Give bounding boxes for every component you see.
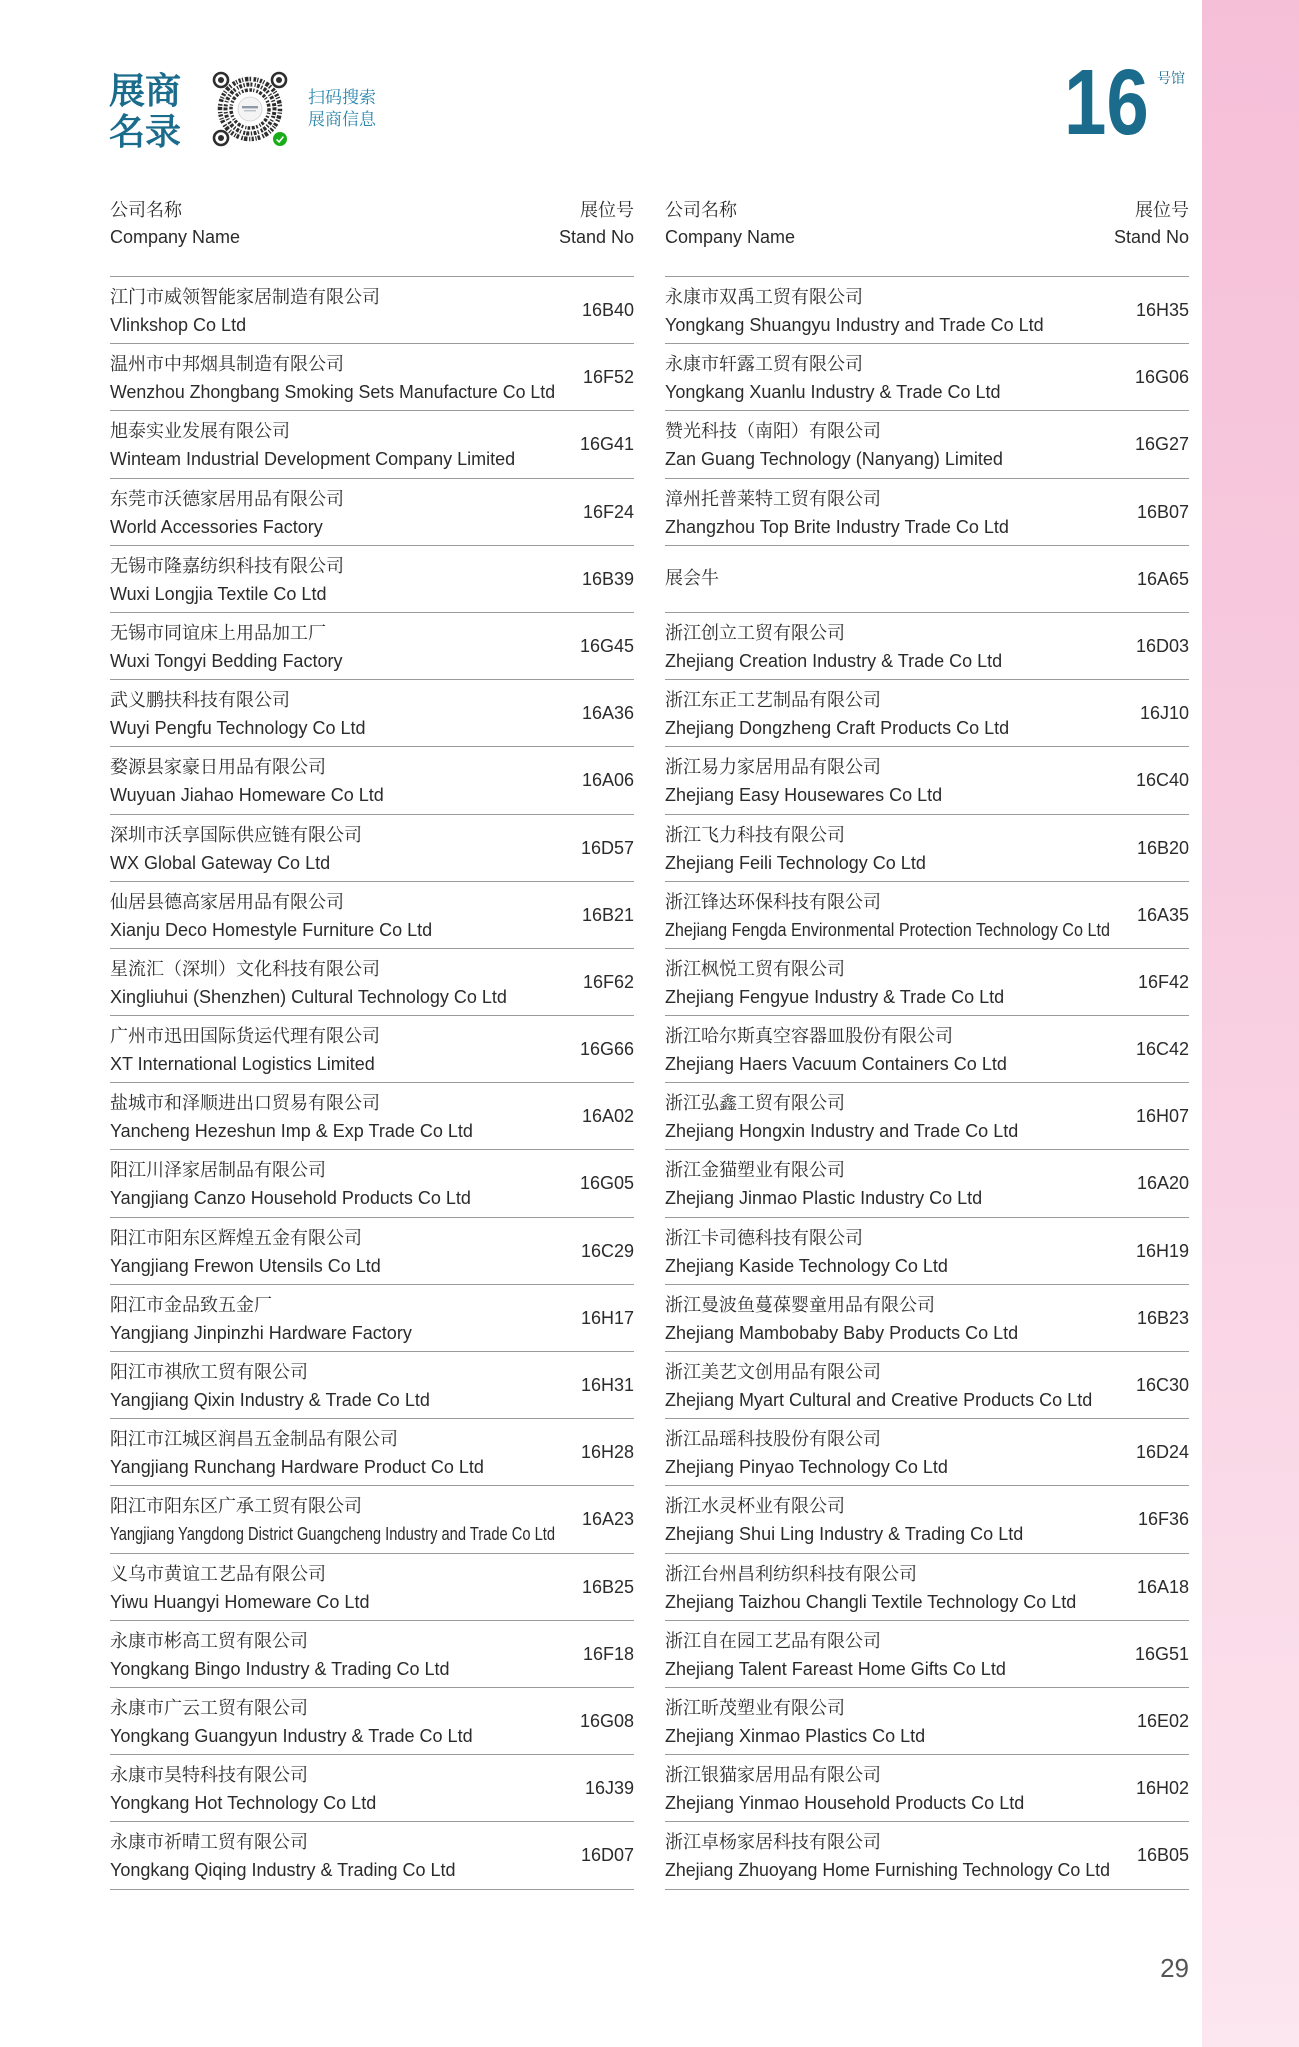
stand-number: 16F62 bbox=[582, 971, 634, 992]
exhibitor-row bbox=[665, 1419, 1189, 1486]
company-name-cn: 广州市迅田国际货运代理有限公司 bbox=[110, 1026, 380, 1048]
wechat-badge-icon bbox=[273, 132, 287, 146]
company-name-en: Xingliuhui (Shenzhen) Cultural Technology Co Ltd bbox=[110, 986, 507, 1007]
exhibitor-row bbox=[665, 949, 1189, 1016]
exhibitor-column-left bbox=[110, 196, 634, 1890]
company-name-cn: 仙居县德高家居用品有限公司 bbox=[110, 891, 344, 913]
exhibitor-row bbox=[110, 1621, 634, 1688]
exhibitor-row bbox=[665, 344, 1189, 411]
company-name-en: Yongkang Hot Technology Co Ltd bbox=[110, 1793, 377, 1814]
company-name-cn: 展会牛 bbox=[665, 567, 719, 589]
qr-finder-bottom-left-dot bbox=[218, 135, 224, 141]
page-title-line-2: 名录 bbox=[109, 112, 182, 153]
company-name-cn: 阳江市江城区润昌五金制品有限公司 bbox=[110, 1429, 398, 1451]
hall-suffix-label: 号馆 bbox=[1157, 71, 1185, 87]
company-name-cn: 义乌市黄谊工艺品有限公司 bbox=[110, 1563, 326, 1585]
company-name-en: Yiwu Huangyi Homeware Co Ltd bbox=[110, 1591, 370, 1612]
company-name-cn: 无锡市隆嘉纺织科技有限公司 bbox=[110, 555, 344, 577]
exhibitor-list bbox=[110, 277, 634, 1890]
company-name-en: Zhejiang Xinmao Plastics Co Ltd bbox=[665, 1725, 926, 1746]
company-name-en: Yangjiang Canzo Household Products Co Ltd bbox=[110, 1188, 471, 1209]
column-header bbox=[665, 196, 1189, 277]
company-name-cn: 武义鹏扶科技有限公司 bbox=[110, 690, 290, 712]
stand-number: 16H35 bbox=[1135, 300, 1189, 320]
company-name-header-en: Company Name bbox=[110, 227, 241, 247]
company-name-en: Zhejiang Dongzheng Craft Products Co Ltd bbox=[665, 718, 1010, 739]
exhibitor-row bbox=[665, 1755, 1189, 1822]
exhibitor-row bbox=[665, 479, 1189, 546]
scan-hint-line-2: 展商信息 bbox=[308, 110, 376, 130]
exhibitor-row bbox=[665, 1486, 1189, 1553]
stand-number: 16J10 bbox=[1139, 703, 1189, 724]
company-name-cn: 盐城市和泽顺进出口贸易有限公司 bbox=[110, 1093, 380, 1115]
company-name-cn: 阳江市祺欣工贸有限公司 bbox=[110, 1362, 308, 1383]
exhibitor-row bbox=[110, 1016, 634, 1083]
exhibitor-row bbox=[110, 882, 634, 949]
company-name-en: Yongkang Guangyun Industry & Trade Co Ltd bbox=[110, 1725, 473, 1746]
company-name-en: Wuyi Pengfu Technology Co Ltd bbox=[110, 718, 366, 739]
stand-number: 16H31 bbox=[580, 1375, 634, 1395]
stand-number: 16G27 bbox=[1134, 434, 1189, 455]
exhibitor-row bbox=[110, 411, 634, 478]
stand-number: 16B25 bbox=[581, 1576, 634, 1597]
stand-no-header-en: Stand No bbox=[558, 227, 634, 247]
company-name-cn: 浙江卡司德科技有限公司 bbox=[665, 1227, 863, 1249]
company-name-cn: 浙江美艺文创用品有限公司 bbox=[665, 1362, 881, 1383]
company-name-en: Yangjiang Jinpinzhi Hardware Factory bbox=[110, 1322, 412, 1343]
company-name-en: Yangjiang Yangdong District Guangcheng Industry and Trade Co Ltd bbox=[110, 1524, 556, 1545]
stand-number: 16D24 bbox=[1135, 1442, 1189, 1463]
exhibitor-row bbox=[665, 1621, 1189, 1688]
stand-number: 16C30 bbox=[1135, 1375, 1189, 1395]
stand-number: 16A35 bbox=[1136, 904, 1189, 925]
exhibitor-row bbox=[665, 882, 1189, 949]
company-name-cn: 浙江曼波鱼蔓葆婴童用品有限公司 bbox=[665, 1294, 935, 1316]
exhibitor-row bbox=[110, 1554, 634, 1621]
company-name-cn: 浙江台州昌利纺织科技有限公司 bbox=[665, 1563, 917, 1585]
exhibitor-row bbox=[665, 277, 1189, 344]
company-name-cn: 阳江川泽家居制品有限公司 bbox=[110, 1160, 326, 1182]
company-name-cn: 漳州托普莱特工贸有限公司 bbox=[665, 488, 881, 510]
company-name-en: WX Global Gateway Co Ltd bbox=[110, 852, 331, 873]
exhibitor-row bbox=[110, 1285, 634, 1352]
stand-number: 16G45 bbox=[579, 635, 634, 656]
stand-number: 16F24 bbox=[582, 501, 634, 522]
stand-number: 16J39 bbox=[584, 1778, 634, 1799]
stand-number: 16H07 bbox=[1135, 1106, 1189, 1127]
company-name-cn: 浙江飞力科技有限公司 bbox=[665, 824, 845, 846]
company-name-cn: 温州市中邦烟具制造有限公司 bbox=[110, 354, 344, 376]
company-name-en: XT International Logistics Limited bbox=[110, 1054, 375, 1075]
exhibitor-row bbox=[665, 1554, 1189, 1621]
stand-number: 16G06 bbox=[1134, 367, 1189, 388]
company-name-cn: 东莞市沃德家居用品有限公司 bbox=[110, 488, 344, 510]
company-name-en: Zhejiang Fengyue Industry & Trade Co Ltd bbox=[665, 986, 1005, 1007]
exhibitor-row bbox=[665, 747, 1189, 814]
company-name-en: Yangjiang Qixin Industry & Trade Co Ltd bbox=[110, 1390, 430, 1410]
company-name-en: Zhejiang Shui Ling Industry & Trading Co Ltd bbox=[665, 1524, 1024, 1545]
company-name-en: Zhejiang Fengda Environmental Protection Technology Co Ltd bbox=[665, 919, 1110, 940]
exhibitor-row bbox=[110, 815, 634, 882]
company-name-en: World Accessories Factory bbox=[110, 516, 323, 537]
mini-program-qr-code-icon bbox=[209, 68, 291, 150]
company-name-en: Vlinkshop Co Ltd bbox=[110, 315, 247, 335]
company-name-en: Yongkang Bingo Industry & Trading Co Ltd bbox=[110, 1658, 450, 1679]
exhibitor-row bbox=[110, 613, 634, 680]
stand-number: 16F36 bbox=[1137, 1509, 1189, 1530]
company-name-cn: 婺源县家豪日用品有限公司 bbox=[110, 757, 326, 779]
exhibitor-row bbox=[665, 411, 1189, 478]
company-name-cn: 浙江易力家居用品有限公司 bbox=[665, 757, 881, 779]
stand-number: 16B20 bbox=[1136, 837, 1189, 858]
exhibitor-row bbox=[110, 277, 634, 344]
stand-number: 16B40 bbox=[581, 300, 634, 320]
company-name-en: Zhejiang Easy Housewares Co Ltd bbox=[665, 785, 943, 806]
company-name-en: Yongkang Shuangyu Industry and Trade Co Ltd bbox=[665, 315, 1044, 335]
exhibitor-row bbox=[110, 747, 634, 814]
company-name-en: Zhejiang Talent Fareast Home Gifts Co Ltd bbox=[665, 1658, 1006, 1679]
stand-number: 16D07 bbox=[580, 1845, 634, 1866]
stand-number: 16H19 bbox=[1135, 1240, 1189, 1261]
company-name-en: Yongkang Xuanlu Industry & Trade Co Ltd bbox=[665, 382, 1001, 403]
stand-number: 16B39 bbox=[581, 568, 634, 589]
company-name-cn: 浙江锋达环保科技有限公司 bbox=[665, 891, 881, 913]
stand-number: 16A23 bbox=[581, 1509, 634, 1530]
page-number: 29 bbox=[1160, 1953, 1189, 1983]
qr-center-logo bbox=[238, 97, 262, 121]
company-name-cn: 浙江弘鑫工贸有限公司 bbox=[665, 1093, 845, 1115]
company-name-en: Zhejiang Yinmao Household Products Co Ltd bbox=[665, 1793, 1025, 1814]
exhibitor-row bbox=[665, 680, 1189, 747]
exhibitor-row bbox=[110, 1755, 634, 1822]
company-name-en: Zhejiang Feili Technology Co Ltd bbox=[665, 852, 926, 873]
hall-number: 16 bbox=[1064, 50, 1149, 154]
company-name-en: Wuxi Tongyi Bedding Factory bbox=[110, 650, 343, 671]
exhibitor-column-right bbox=[665, 196, 1189, 1890]
stand-no-header-en: Stand No bbox=[1113, 227, 1189, 247]
exhibitor-row bbox=[110, 1083, 634, 1150]
company-name-en: Zan Guang Technology (Nanyang) Limited bbox=[665, 449, 1003, 470]
company-name-en: Zhejiang Mambobaby Baby Products Co Ltd bbox=[665, 1322, 1019, 1343]
stand-number: 16F42 bbox=[1137, 971, 1189, 992]
company-name-cn: 阳江市金品致五金厂 bbox=[110, 1294, 272, 1316]
scan-hint-line-1: 扫码搜索 bbox=[308, 88, 376, 108]
company-name-en: Yangjiang Runchang Hardware Product Co Ltd bbox=[110, 1457, 484, 1478]
stand-number: 16A36 bbox=[581, 703, 634, 724]
company-name-en: Zhejiang Hongxin Industry and Trade Co Ltd bbox=[665, 1121, 1019, 1142]
company-name-header-cn: 公司名称 bbox=[665, 200, 737, 221]
company-name-cn: 浙江创立工贸有限公司 bbox=[665, 622, 845, 644]
exhibitor-row bbox=[665, 1016, 1189, 1083]
exhibitor-row bbox=[110, 479, 634, 546]
column-header bbox=[110, 196, 634, 277]
company-name-cn: 浙江金猫塑业有限公司 bbox=[665, 1160, 845, 1182]
exhibitor-row bbox=[110, 344, 634, 411]
stand-number: 16E02 bbox=[1136, 1710, 1189, 1731]
stand-no-header-cn: 展位号 bbox=[580, 200, 634, 221]
company-name-en: Zhejiang Zhuoyang Home Furnishing Technology Co Ltd bbox=[665, 1860, 1111, 1881]
company-name-en: Zhejiang Haers Vacuum Containers Co Ltd bbox=[665, 1054, 1007, 1075]
exhibitor-row bbox=[665, 815, 1189, 882]
stand-number: 16C42 bbox=[1135, 1039, 1189, 1060]
company-name-en: Zhejiang Kaside Technology Co Ltd bbox=[665, 1255, 948, 1276]
company-name-cn: 永康市祈晴工贸有限公司 bbox=[110, 1832, 308, 1854]
exhibitor-row bbox=[665, 1218, 1189, 1285]
stand-number: 16D03 bbox=[1135, 635, 1189, 656]
scan-hint bbox=[308, 87, 376, 131]
stand-number: 16F18 bbox=[582, 1643, 634, 1664]
company-name-en: Zhejiang Taizhou Changli Textile Technology Co Ltd bbox=[665, 1591, 1077, 1612]
company-name-cn: 浙江自在园工艺品有限公司 bbox=[665, 1630, 881, 1652]
company-name-cn: 永康市彬高工贸有限公司 bbox=[110, 1630, 308, 1652]
company-name-cn: 浙江银猫家居用品有限公司 bbox=[665, 1765, 881, 1787]
exhibitor-row bbox=[110, 1486, 634, 1553]
stand-number: 16A18 bbox=[1136, 1576, 1189, 1597]
page-title-line-1: 展商 bbox=[109, 71, 182, 112]
company-name-cn: 永康市昊特科技有限公司 bbox=[110, 1765, 308, 1787]
company-name-en: Xianju Deco Homestyle Furniture Co Ltd bbox=[110, 919, 433, 940]
stand-number: 16A65 bbox=[1136, 568, 1189, 589]
company-name-cn: 旭泰实业发展有限公司 bbox=[110, 421, 290, 443]
qr-center-logo-mark-sub bbox=[244, 110, 256, 111]
exhibitor-row bbox=[665, 613, 1189, 680]
stand-number: 16A06 bbox=[581, 770, 634, 791]
stand-number: 16D57 bbox=[580, 837, 634, 858]
company-name-cn: 浙江哈尔斯真空容器皿股份有限公司 bbox=[665, 1026, 953, 1048]
exhibitor-row bbox=[665, 1688, 1189, 1755]
company-name-en: Yangjiang Frewon Utensils Co Ltd bbox=[110, 1255, 381, 1276]
exhibitor-row bbox=[110, 1150, 634, 1217]
company-name-en: Winteam Industrial Development Company Limited bbox=[110, 449, 516, 470]
company-name-en: Zhejiang Myart Cultural and Creative Products Co Ltd bbox=[665, 1390, 1093, 1410]
company-name-cn: 深圳市沃享国际供应链有限公司 bbox=[110, 824, 362, 846]
company-name-en: Zhejiang Creation Industry & Trade Co Ltd bbox=[665, 650, 1003, 671]
stand-number: 16B23 bbox=[1136, 1307, 1189, 1328]
company-name-cn: 浙江东正工艺制品有限公司 bbox=[665, 690, 881, 712]
exhibitor-row bbox=[110, 680, 634, 747]
company-name-cn: 永康市双禹工贸有限公司 bbox=[665, 287, 863, 308]
company-name-cn: 阳江市阳东区辉煌五金有限公司 bbox=[110, 1227, 362, 1249]
company-name-cn: 阳江市阳东区广承工贸有限公司 bbox=[110, 1496, 362, 1518]
company-name-cn: 浙江枫悦工贸有限公司 bbox=[665, 958, 845, 980]
qr-center-logo-mark bbox=[242, 106, 258, 108]
company-name-cn: 星流汇（深圳）文化科技有限公司 bbox=[110, 958, 380, 980]
stand-number: 16G51 bbox=[1134, 1643, 1189, 1664]
company-name-en: Yancheng Hezeshun Imp & Exp Trade Co Ltd bbox=[110, 1121, 473, 1142]
stand-no-header-cn: 展位号 bbox=[1135, 200, 1189, 221]
exhibitor-row bbox=[110, 1688, 634, 1755]
company-name-en: Zhangzhou Top Brite Industry Trade Co Ltd bbox=[665, 516, 1009, 537]
stand-number: 16C29 bbox=[580, 1240, 634, 1261]
stand-number: 16G41 bbox=[579, 434, 634, 455]
company-name-en: Wuyuan Jiahao Homeware Co Ltd bbox=[110, 785, 384, 806]
stand-number: 16H02 bbox=[1135, 1778, 1189, 1799]
company-name-cn: 江门市威领智能家居制造有限公司 bbox=[110, 287, 380, 308]
exhibitor-row bbox=[665, 1822, 1189, 1889]
stand-number: 16B21 bbox=[581, 904, 634, 925]
company-name-en: Wenzhou Zhongbang Smoking Sets Manufacture Co Ltd bbox=[110, 382, 556, 403]
exhibitor-list bbox=[665, 277, 1189, 1890]
exhibitor-row bbox=[110, 1218, 634, 1285]
decorative-side-strip bbox=[1202, 0, 1299, 2047]
exhibitor-row bbox=[110, 1419, 634, 1486]
stand-number: 16B07 bbox=[1136, 501, 1189, 522]
company-name-cn: 永康市轩露工贸有限公司 bbox=[665, 354, 863, 376]
exhibitor-row bbox=[665, 546, 1189, 613]
company-name-en: Zhejiang Pinyao Technology Co Ltd bbox=[665, 1457, 948, 1478]
stand-number: 16A20 bbox=[1136, 1173, 1189, 1194]
exhibitor-row bbox=[665, 1083, 1189, 1150]
company-name-cn: 永康市广云工贸有限公司 bbox=[110, 1697, 308, 1719]
company-name-header-cn: 公司名称 bbox=[110, 200, 182, 221]
stand-number: 16H28 bbox=[580, 1442, 634, 1463]
company-name-cn: 无锡市同谊床上用品加工厂 bbox=[110, 622, 326, 644]
exhibitor-row bbox=[110, 1822, 634, 1889]
company-name-cn: 赞光科技（南阳）有限公司 bbox=[665, 421, 881, 443]
stand-number: 16G08 bbox=[579, 1710, 634, 1731]
exhibitor-row bbox=[665, 1285, 1189, 1352]
stand-number: 16F52 bbox=[582, 367, 634, 388]
page-title bbox=[109, 71, 181, 153]
qr-finder-top-right-dot bbox=[276, 77, 282, 83]
exhibitor-row bbox=[110, 546, 634, 613]
stand-number: 16A02 bbox=[581, 1106, 634, 1127]
exhibitor-row bbox=[665, 1150, 1189, 1217]
stand-number: 16H17 bbox=[580, 1307, 634, 1328]
company-name-cn: 浙江昕茂塑业有限公司 bbox=[665, 1697, 845, 1719]
company-name-en: Wuxi Longjia Textile Co Ltd bbox=[110, 583, 327, 604]
company-name-en: Yongkang Qiqing Industry & Trading Co Ltd bbox=[110, 1860, 456, 1881]
stand-number: 16B05 bbox=[1136, 1845, 1189, 1866]
stand-number: 16G66 bbox=[579, 1039, 634, 1060]
exhibitor-row bbox=[110, 1352, 634, 1419]
exhibitor-row bbox=[110, 949, 634, 1016]
company-name-cn: 浙江卓杨家居科技有限公司 bbox=[665, 1832, 881, 1854]
company-name-cn: 浙江品瑶科技股份有限公司 bbox=[665, 1429, 881, 1451]
qr-finder-top-left-dot bbox=[218, 77, 224, 83]
stand-number: 16C40 bbox=[1135, 770, 1189, 791]
company-name-cn: 浙江水灵杯业有限公司 bbox=[665, 1496, 845, 1518]
company-name-en: Zhejiang Jinmao Plastic Industry Co Ltd bbox=[665, 1188, 983, 1209]
company-name-header-en: Company Name bbox=[665, 227, 796, 247]
exhibitor-row bbox=[665, 1352, 1189, 1419]
stand-number: 16G05 bbox=[579, 1173, 634, 1194]
